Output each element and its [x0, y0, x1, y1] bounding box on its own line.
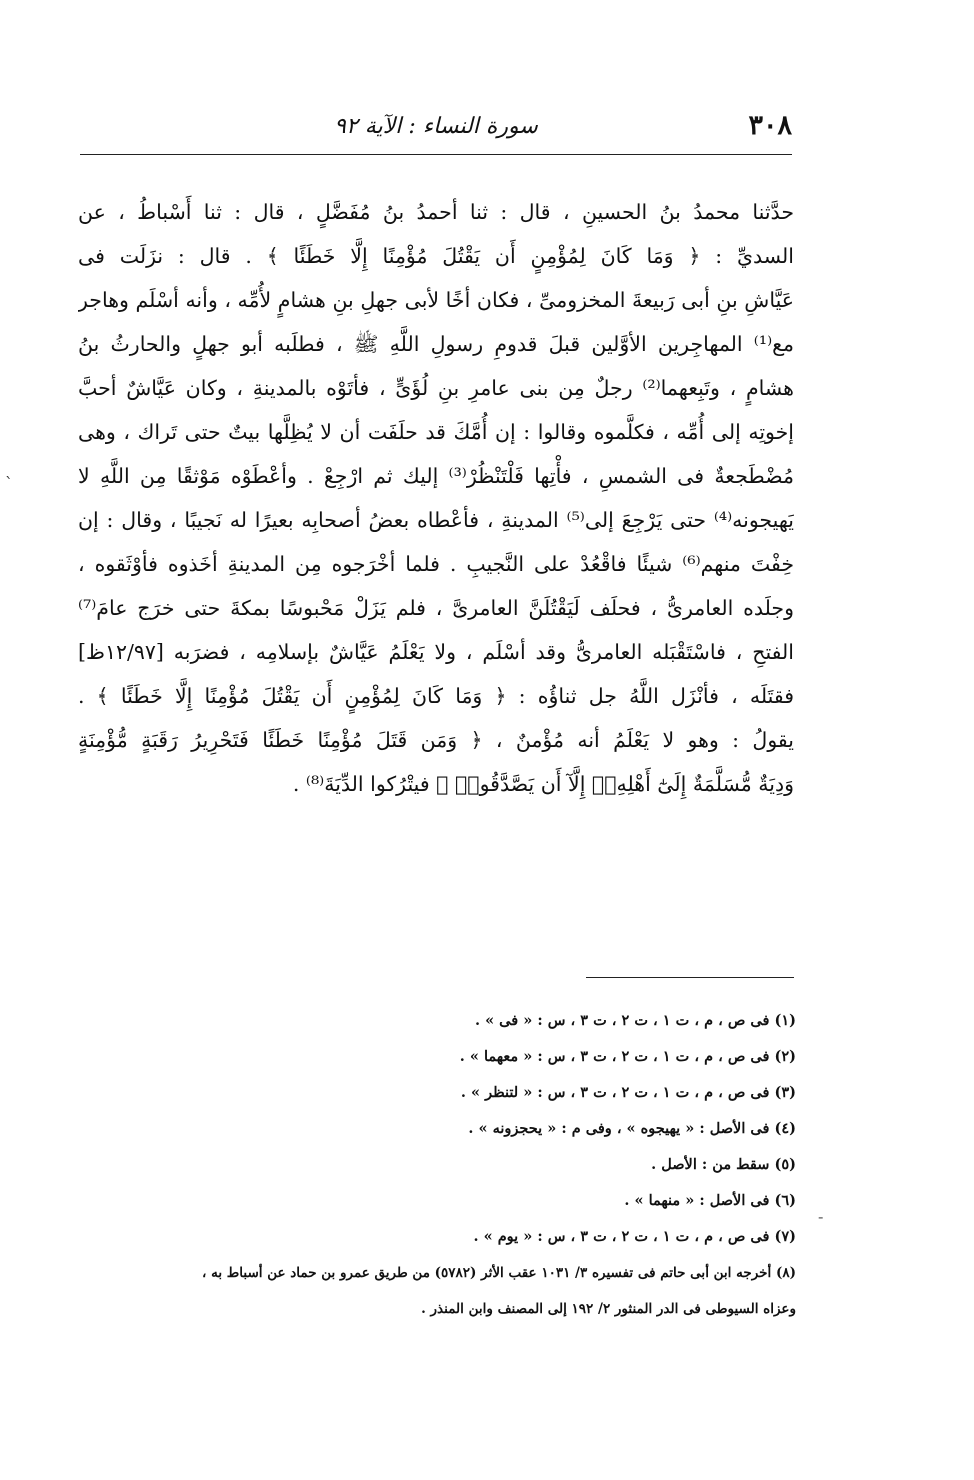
text-line: يقولُ : وهو لا يَعْلَمُ أنه مُؤْمنٌ ، ﴿ وَمَن قَتَلَ مُؤْمِنًا خَطَئًا فَتَحْرِيرُ رَقَبَةٍ مُّؤْمِنَةٍ — [78, 728, 794, 752]
running-head: سورة النساء : الآية ٩٢ — [334, 114, 538, 139]
footnote: (١) فى ص ، م ، ت ١ ، ت ٢ ، ت ٣ ، س : « فى » . — [474, 1012, 796, 1029]
main-text — [78, 190, 794, 806]
header-rule — [80, 154, 792, 155]
footnote: (٥) سقط من : الأصل . — [651, 1156, 796, 1173]
page-number: ٣٠٨ — [748, 110, 792, 141]
text-line: عَيَّاشِ بنِ أبى رَبيعةَ المخزومىِّ ، فكان أخًا لأبى جهلِ بنِ هشامٍ لأُمِّه ، وأنه أسْلَم وهاجر — [78, 288, 794, 312]
footnote: (٧) فى ص ، م ، ت ١ ، ت ٢ ، ت ٣ ، س : « يوم » . — [473, 1228, 796, 1245]
margin-mark: ` — [5, 474, 13, 493]
text-line: حدَّثنا محمدُ بنُ الحسينِ ، قال : ثنا أحمدُ بنُ مُفَضَّلٍ ، قال : ثنا أَسْباطُ ، عن — [78, 200, 794, 224]
footnote: (٢) فى ص ، م ، ت ١ ، ت ٢ ، ت ٣ ، س : « معهما » . — [459, 1048, 796, 1065]
footnote: (٨) أخرجه ابن أبى حاتم فى تفسيره ٣/ ١٠٣١ عقب الأثر (٥٧٨٢) من طريق عمرو بن حماد عن أسباط به ، — [202, 1265, 796, 1281]
footnote: (٦) فى الأصل : « منهما » . — [624, 1192, 796, 1209]
text-line: يَهيجونه⁽⁴⁾ حتى يَرْجِعَ إلى⁽⁵⁾ المدينةِ ، فأعْطاه بعضُ أصحابِه بعيرًا له نَجيبًا ، وقال : إن — [78, 508, 794, 532]
footnotes — [80, 1003, 796, 1327]
footnote: (٤) فى الأصل : « يهيجوه » ، وفى م : « يحجزونه » . — [468, 1120, 796, 1137]
margin-mark: - — [818, 1207, 824, 1226]
text-line: إخوتِه إلى أُمِّه ، فكلَّموه وقالوا : إن أُمَّكَ قد حلَفَت أن لا يُظِلَّها بيتٌ حتى تَراك ، وهى — [78, 420, 794, 444]
text-line: خِفْتَ منهم⁽⁶⁾ شيئًا فاقْعُدْ على النَّجيبِ . فلما أخْرَجوه مِن المدينةِ أخَذوه فأوْثَقوه ، — [78, 552, 794, 576]
text-line: وَدِيَةٌ مُّسَلَّمَةٌ إِلَىٰٓ أَهْلِهِۦٓ إِلَّآ أَن يَصَّدَّقُوا۟ ﴾ فيتْرُكوا الدِّيَةَ⁽⁸⁾ . — [292, 772, 794, 796]
footnote: (٣) فى ص ، م ، ت ١ ، ت ٢ ، ت ٣ ، س : « لتنظر » . — [460, 1084, 796, 1101]
page-header — [80, 108, 792, 148]
text-line: وجلَده العامرىُّ ، فحلَف لَيَقْتُلَنَّ العامرىَّ ، فلم يَزَلْ مَحْبوسًا بمكةَ حتى خرَج عامَ⁽⁷⁾ — [78, 596, 794, 620]
footnote-continuation: وعزاه السيوطى فى الدر المنثور ٢/ ١٩٢ إلى المصنف وابن المنذر . — [421, 1301, 796, 1317]
text-line: هشامٍ ، وتَبِعهما⁽²⁾ رجلٌ مِن بنى عامرِ بنِ لُؤَىٍّ ، فأتَوْه بالمدينةِ ، وكان عَيَّاشٌ أحبَّ — [78, 376, 794, 400]
text-line: فقتَلَه ، فأنْزَل اللَّهُ جل ثناؤُه : ﴿ وَمَا كَانَ لِمُؤْمِنٍ أَن يَقْتُلَ مُؤْمِنًا إِلَّا خَطَئًا ﴾ . — [78, 684, 794, 708]
text-line: مع⁽¹⁾ المهاجِرين الأوَّلين قبلَ قدومِ رسولِ اللَّهِ ﷺ ، فطلَبه أبو جهلٍ والحارثُ بنُ — [78, 332, 794, 356]
text-line: مُضْطَجعةٌ فى الشمسِ ، فأْتِها فَلْتَنْظُرْ⁽³⁾ إليك ثم ارْجِعْ . وأعْطَوْه مَوْثقًا مِن اللَّهِ لا — [78, 464, 794, 488]
text-line: الفتحِ ، فاسْتَقْبَله العامرىُّ وقد أسْلَم ، ولا يَعْلَمُ عَيَّاشٌ بإسلامِه ، فضرَبه [١٢/٩٧ظ] — [78, 640, 794, 664]
text-line: السديِّ : ﴿ وَمَا كَانَ لِمُؤْمِنٍ أَن يَقْتُلَ مُؤْمِنًا إِلَّا خَطَئًا ﴾ . قال : نزَلَت فى — [78, 244, 794, 268]
footnote-rule — [586, 977, 794, 978]
